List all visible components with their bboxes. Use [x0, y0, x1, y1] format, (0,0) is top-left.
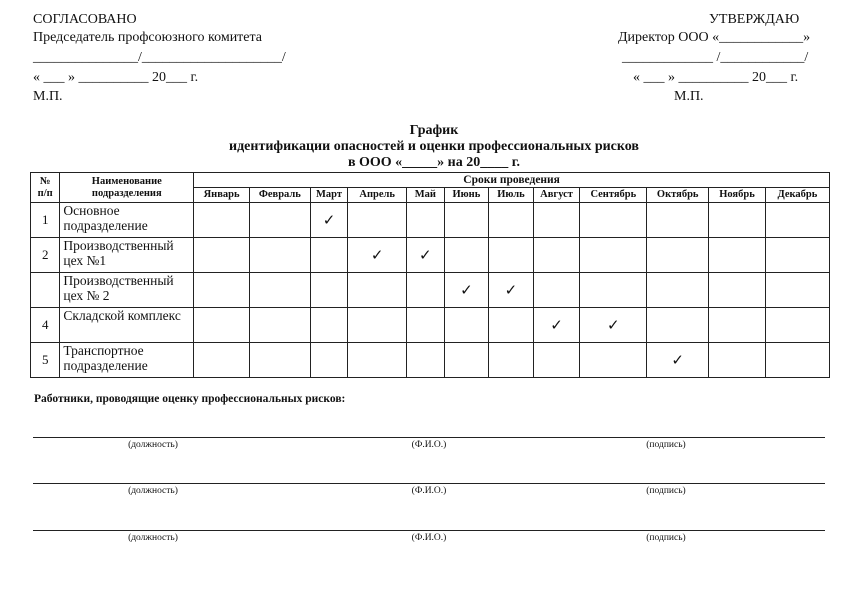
- row-subdivision-name: Производственный цех № 2: [60, 273, 194, 308]
- signature-label: (подпись): [646, 440, 686, 450]
- schedule-cell: [765, 238, 829, 273]
- position-label: (должность): [128, 533, 178, 543]
- month-header: Сентябрь: [580, 188, 647, 203]
- schedule-cell: [444, 343, 489, 378]
- row-subdivision-name: Основное подразделение: [60, 203, 194, 238]
- month-header: Ноябрь: [709, 188, 766, 203]
- right-approval-role: Директор ООО «____________»: [618, 30, 811, 45]
- schedule-cell: [348, 308, 407, 343]
- schedule-cell: [765, 343, 829, 378]
- left-date-line: « ___ » __________ 20___ г.: [33, 70, 199, 85]
- schedule-cell: [407, 343, 445, 378]
- row-number: 4: [31, 308, 60, 343]
- schedule-cell: [310, 273, 348, 308]
- schedule-cell: [647, 203, 709, 238]
- schedule-cell: [444, 308, 489, 343]
- month-header: Май: [407, 188, 445, 203]
- table-row: [31, 308, 830, 343]
- month-header: Декабрь: [765, 188, 829, 203]
- schedule-cell: [709, 343, 766, 378]
- column-header-schedule: Сроки проведения: [194, 173, 830, 188]
- signature-line: [33, 437, 825, 438]
- month-header: Июль: [489, 188, 534, 203]
- schedule-cell: [580, 238, 647, 273]
- schedule-cell: [407, 273, 445, 308]
- month-header: Август: [533, 188, 580, 203]
- schedule-cell: [194, 203, 250, 238]
- full-name-label: (Ф.И.О.): [411, 486, 447, 496]
- schedule-cell: [249, 203, 310, 238]
- right-sign-line: _____________ /____________/: [622, 50, 809, 65]
- month-header: Июнь: [444, 188, 489, 203]
- schedule-cell: [533, 203, 580, 238]
- schedule-cell: [249, 343, 310, 378]
- schedule-cell: [407, 308, 445, 343]
- schedule-cell: [765, 308, 829, 343]
- schedule-cell: [348, 203, 407, 238]
- schedule-cell: [533, 273, 580, 308]
- month-header: Март: [310, 188, 348, 203]
- position-label: (должность): [128, 486, 178, 496]
- schedule-cell: [194, 308, 250, 343]
- left-approval-role: Председатель профсоюзного комитета: [33, 30, 263, 45]
- row-subdivision-name: Транспортное подразделение: [60, 343, 194, 378]
- schedule-cell: [489, 308, 534, 343]
- schedule-cell: [647, 308, 709, 343]
- table-row: [31, 343, 830, 378]
- schedule-cell: [310, 308, 348, 343]
- schedule-cell: [407, 203, 445, 238]
- full-name-label: (Ф.И.О.): [411, 440, 447, 450]
- schedule-cell: [647, 238, 709, 273]
- check-mark-icon: ✓: [348, 238, 407, 273]
- row-number: [31, 273, 60, 308]
- schedule-cell: [580, 203, 647, 238]
- check-mark-icon: ✓: [647, 343, 709, 378]
- schedule-cell: [194, 343, 250, 378]
- schedule-cell: [647, 273, 709, 308]
- schedule-cell: [580, 343, 647, 378]
- schedule-cell: [348, 343, 407, 378]
- document-subtitle: идентификации опасностей и оценки профессиональных рисков: [229, 139, 639, 154]
- check-mark-icon: ✓: [407, 238, 445, 273]
- schedule-cell: [194, 273, 250, 308]
- schedule-cell: [709, 203, 766, 238]
- schedule-cell: [765, 273, 829, 308]
- check-mark-icon: ✓: [489, 273, 534, 308]
- row-number: 5: [31, 343, 60, 378]
- schedule-cell: [709, 238, 766, 273]
- schedule-cell: [489, 238, 534, 273]
- schedule-cell: [580, 273, 647, 308]
- right-approval-title: УТВЕРЖДАЮ: [709, 12, 800, 27]
- column-header-subdivision: Наименование подразделения: [60, 173, 194, 203]
- row-subdivision-name: Складской комплекс: [60, 308, 194, 343]
- signature-line: [33, 483, 825, 484]
- schedule-cell: [444, 203, 489, 238]
- schedule-cell: [310, 343, 348, 378]
- check-mark-icon: ✓: [310, 203, 348, 238]
- schedule-cell: [194, 238, 250, 273]
- check-mark-icon: ✓: [533, 308, 580, 343]
- schedule-cell: [444, 238, 489, 273]
- schedule-cell: [709, 273, 766, 308]
- schedule-cell: [348, 273, 407, 308]
- row-number: 2: [31, 238, 60, 273]
- table-row: [31, 238, 830, 273]
- workers-heading: Работники, проводящие оценку профессиональных рисков:: [34, 393, 346, 405]
- schedule-cell: [249, 308, 310, 343]
- left-stamp: М.П.: [33, 89, 63, 104]
- table-row: [31, 273, 830, 308]
- position-label: (должность): [128, 440, 178, 450]
- row-subdivision-name: Производственный цех №1: [60, 238, 194, 273]
- table-row: [31, 203, 830, 238]
- month-header: Октябрь: [647, 188, 709, 203]
- row-number: 1: [31, 203, 60, 238]
- signature-label: (подпись): [646, 486, 686, 496]
- schedule-cell: [310, 238, 348, 273]
- left-sign-line: _______________/____________________/: [33, 50, 286, 65]
- left-approval-title: СОГЛАСОВАНО: [33, 12, 137, 27]
- document-subtitle-org-year: в ООО «_____» на 20____ г.: [347, 155, 521, 170]
- full-name-label: (Ф.И.О.): [411, 533, 447, 543]
- right-date-line: « ___ » __________ 20___ г.: [633, 70, 799, 85]
- schedule-cell: [533, 343, 580, 378]
- month-header: Февраль: [249, 188, 310, 203]
- schedule-cell: [249, 238, 310, 273]
- schedule-cell: [489, 343, 534, 378]
- schedule-cell: [249, 273, 310, 308]
- right-stamp: М.П.: [674, 89, 704, 104]
- document-title: График: [409, 123, 459, 138]
- check-mark-icon: ✓: [444, 273, 489, 308]
- schedule-cell: [765, 203, 829, 238]
- month-header: Январь: [194, 188, 250, 203]
- signature-label: (подпись): [646, 533, 686, 543]
- check-mark-icon: ✓: [580, 308, 647, 343]
- signature-line: [33, 530, 825, 531]
- schedule-table: [30, 172, 830, 378]
- schedule-cell: [709, 308, 766, 343]
- schedule-cell: [489, 203, 534, 238]
- column-header-number: № п/п: [31, 173, 60, 203]
- month-header: Апрель: [348, 188, 407, 203]
- schedule-cell: [533, 238, 580, 273]
